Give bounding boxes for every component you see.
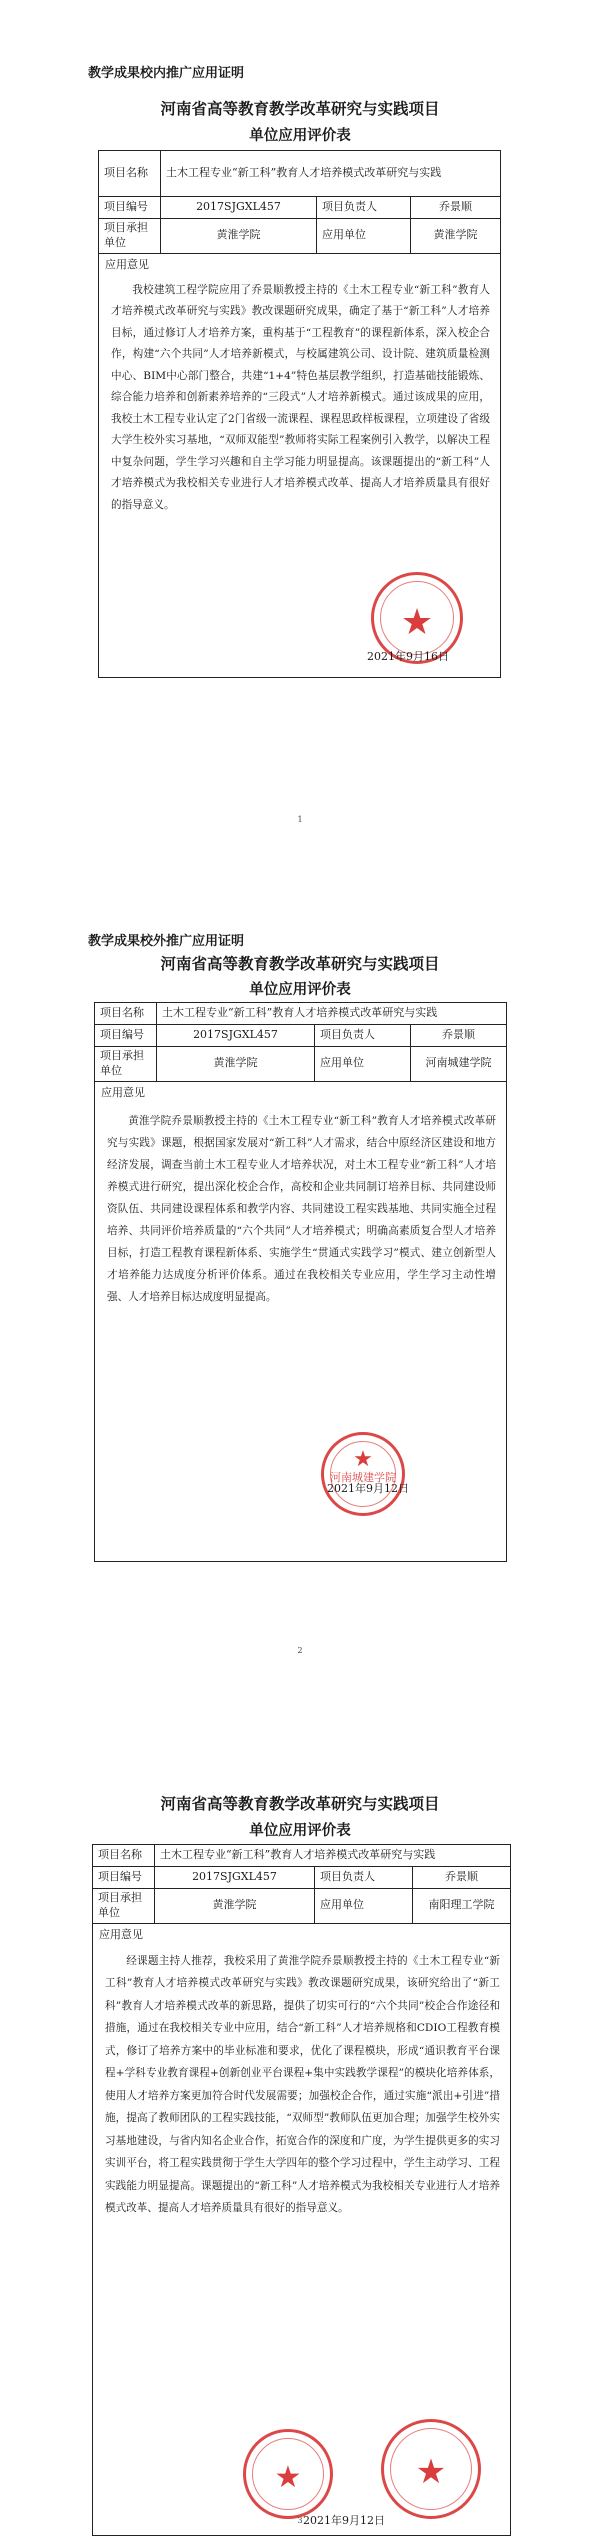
opinion-date: 2021年9月12日 (303, 2513, 385, 2527)
project-leader: 乔景顺 (413, 1867, 511, 1889)
sub-title: 单位应用评价表 (249, 981, 351, 998)
seal-star-icon: ★ (353, 1446, 373, 1472)
opinion-cell (93, 1923, 511, 2535)
sub-title: 单位应用评价表 (249, 127, 351, 144)
opinion-cell (99, 253, 501, 677)
evaluation-table (92, 1844, 511, 2536)
seal-text: 河南城建学院 (330, 1470, 396, 1484)
official-seal-left (243, 2429, 333, 2519)
label-project-leader: 项目负责人 (315, 1867, 413, 1889)
label-project-name: 项目名称 (95, 1003, 157, 1025)
page-3 (0, 1696, 600, 2544)
project-leader: 乔景顺 (411, 1025, 507, 1047)
evaluation-table (98, 150, 501, 678)
official-seal-right (381, 2419, 481, 2519)
applying-unit: 河南城建学院 (411, 1047, 507, 1082)
label-project-leader: 项目负责人 (317, 197, 411, 219)
sub-title: 单位应用评价表 (249, 1822, 351, 1839)
opinion-date: 2021年9月16日 (367, 649, 449, 663)
opinion-text: 我校建筑工程学院应用了乔景顺教授主持的《土木工程专业“新工科”教育人才培养模式改革研究与实践》教改课题研究成果，确定了基于“新工科”人才培养目标，通过修订人才培养方案，重构基于“工程教育”的课程新体系，深入校企合作，构建“六个共同”人才培养新模式，与校属建筑公司、设计院、建筑质量检测中心、BIM中心部门整合，共建“1+4”特色基层教学组织，打造基础技能锻炼、综合能力培养和创新素养培养的“三段式”人才培养新模式。通过该成果的应用，我校土木工程专业认定了2门省级一流课程、课程思政样板课程，立项建设了省级大学生校外实习基地，“双师双能型”教师将实际工程案例引入教学，以解决工程中复杂问题，学生学习兴趣和自主学习能力明显提高。该课题提出的“新工科”人才培养模式为我校相关专业进行人才培养模式改革、提高人才培养质量具有很好的指导意义。 (111, 283, 490, 511)
evaluation-table (94, 1002, 507, 1562)
certificate-title: 教学成果校外推广应用证明 (88, 934, 245, 949)
project-name: 土木工程专业“新工科”教育人才培养模式改革研究与实践 (161, 151, 501, 197)
applying-unit: 黄淮学院 (411, 219, 501, 254)
main-title: 河南省高等教育教学改革研究与实践项目 (160, 1794, 440, 1813)
project-number: 2017SJGXL457 (161, 197, 317, 219)
label-applying-unit: 应用单位 (315, 1889, 413, 1924)
label-applying-unit: 应用单位 (315, 1047, 411, 1082)
label-undertaking-unit: 项目承担单位 (99, 219, 161, 254)
opinion-date: 2021年9月12日 (327, 1481, 409, 1495)
label-applying-unit: 应用单位 (317, 219, 411, 254)
seal-star-icon: ★ (400, 601, 434, 643)
undertaking-unit: 黄淮学院 (161, 219, 317, 254)
label-project-number: 项目编号 (93, 1867, 155, 1889)
applying-unit: 南阳理工学院 (413, 1889, 511, 1924)
page-number: 3 (297, 2516, 303, 2525)
label-project-leader: 项目负责人 (315, 1025, 411, 1047)
page-number: 2 (297, 1646, 303, 1655)
page-2 (0, 848, 600, 1696)
label-project-name: 项目名称 (99, 151, 161, 197)
seal-star-icon: ★ (415, 2451, 447, 2492)
seal-star-icon: ★ (274, 2459, 302, 2495)
project-name: 土木工程专业“新工科”教育人才培养模式改革研究与实践 (157, 1003, 507, 1025)
certificate-title: 教学成果校内推广应用证明 (88, 66, 245, 81)
label-project-number: 项目编号 (95, 1025, 157, 1047)
label-project-number: 项目编号 (99, 197, 161, 219)
label-opinion: 应用意见 (99, 1927, 143, 1941)
label-opinion: 应用意见 (105, 257, 149, 271)
page-1 (0, 0, 600, 848)
project-number: 2017SJGXL457 (157, 1025, 315, 1047)
project-leader: 乔景顺 (411, 197, 501, 219)
undertaking-unit: 黄淮学院 (157, 1047, 315, 1082)
project-number: 2017SJGXL457 (155, 1867, 315, 1889)
label-undertaking-unit: 项目承担单位 (93, 1889, 155, 1924)
opinion-cell (95, 1081, 507, 1561)
undertaking-unit: 黄淮学院 (155, 1889, 315, 1924)
main-title: 河南省高等教育教学改革研究与实践项目 (160, 954, 440, 973)
main-title: 河南省高等教育教学改革研究与实践项目 (160, 99, 440, 118)
label-undertaking-unit: 项目承担单位 (95, 1047, 157, 1082)
opinion-text: 经课题主持人推荐，我校采用了黄淮学院乔景顺教授主持的《土木工程专业“新工科”教育人才培养模式改革研究与实践》教改课题研究成果，该研究给出了“新工科”教育人才培养模式改革的新思路，提供了切实可行的“六个共同”校企合作途径和措施，通过在我校相关专业中应用，结合“新工科”人才培养规格和CDIO工程教育模式，修订了培养方案中的毕业标准和要求，优化了课程模块，形成“通识教育平台课程+学科专业教育课程+创新创业平台课程+集中实践教学课程”的模块化培养体系，使用人才培养方案更加符合时代发展需要；加强校企合作，通过实施“派出+引进”措施，提高了教师团队的工程实践技能，“双师型”教师队伍更加合理；加强学生校外实习基地建设，与省内知名企业合作，拓宽合作的深度和广度，为学生提供更多的实习实训平台，将工程实践贯彻于学生大学四年的整个学习过程中，学生主动学习、工程实践能力明显提高。课题提出的“新工科”人才培养模式为我校相关专业进行人才培养模式改革、提高人才培养质量具有很好的指导意义。 (105, 1954, 500, 2215)
project-name: 土木工程专业“新工科”教育人才培养模式改革研究与实践 (155, 1845, 511, 1867)
opinion-text: 黄淮学院乔景顺教授主持的《土木工程专业“新工科”教育人才培养模式改革研究与实践》课题，根据国家发展对“新工科”人才需求，结合中原经济区建设和地方经济发展，调查当前土木工程专业人才培养状况，对土木工程专业“新工科”人才培养模式进行研究，提出深化校企合作，高校和企业共同制订培养目标、共同建设师资队伍、共同建设课程体系和教学内容、共同建设工程实践基地、共同实施全过程培养、共同评价培养质量的“六个共同”人才培养模式；明确高素质复合型人才培养目标，打造工程教育课程新体系、实施学生“贯通式实践学习”模式、建立创新型人才培养能力达成度分析评价体系。通过在我校相关专业应用，学生学习主动性增强、人才培养目标达成度明显提高。 (107, 1114, 496, 1303)
label-opinion: 应用意见 (101, 1085, 145, 1099)
official-seal (321, 1432, 405, 1516)
page-number: 1 (297, 815, 303, 824)
label-project-name: 项目名称 (93, 1845, 155, 1867)
